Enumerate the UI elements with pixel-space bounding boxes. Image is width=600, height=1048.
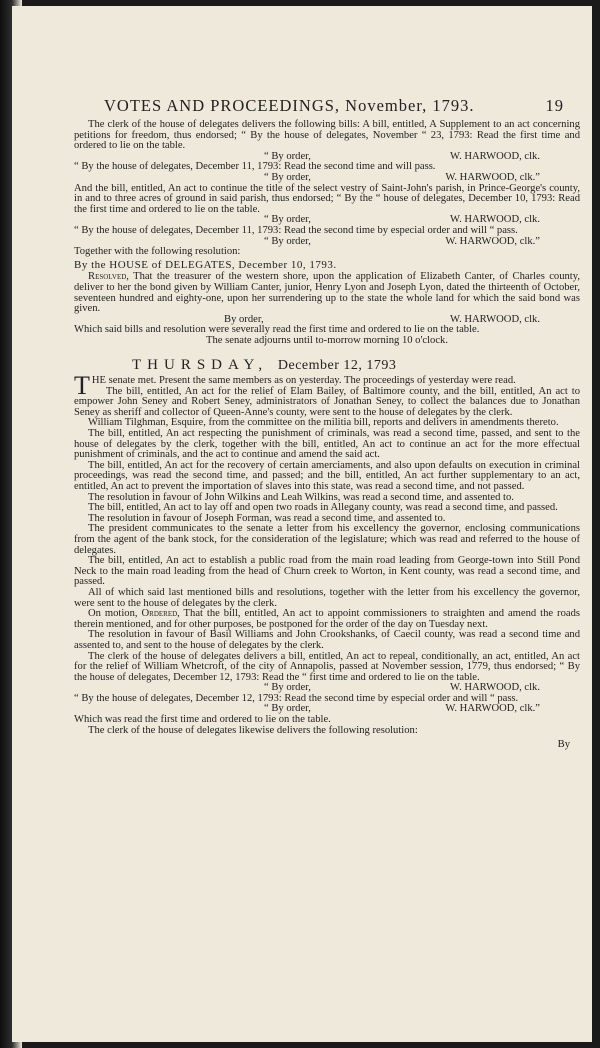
paragraph: The bill, entitled, An act to establish a public road from the main road leading from George-town into Still Pond Neck to the main road leading from the head of Churn creek to Worton, in Kent county, was read a second time, and passed. [74,555,580,588]
paragraph-text: That the bill, entitled, An act to appoint commissioners to straighten and amend the roads therein mentioned, and for other purposes, be postponed for the order of the day on Tuesday next. [74,608,580,630]
signature-name: W. HARWOOD, clk. [450,682,540,694]
signature-line [74,173,580,184]
paragraph: The bill, entitled, An act for the recovery of certain amerciaments, and also upon defaults on execution in criminal proceedings, was read the second time, and passed; and the bill, entitled, An act further supplementary to an act, entitled, An act to prevent the importation of slaves into this state, was read a second time, and not passed. [74,459,580,492]
signature-name: W. HARWOOD, clk.” [445,235,540,247]
running-head [104,96,564,116]
paragraph: The bill, entitled, An act respecting the punishment of criminals, was read a second time, passed, and sent to the house of delegates by the clerk, together with the bill, entitled, An act to continue an act for the more effectual punishment of criminals, and the act to continue and amend the said act. [74,428,580,461]
paragraph: “ By the house of delegates, December 11, 1793: Read the second time by especial order and will “ pass. [74,224,518,236]
paragraph: All of which said last mentioned bills and resolutions, together with the letter from his excellency the governor, were sent to the house of delegates by the clerk. [74,586,580,609]
catchword: By [557,739,570,751]
resolved-label: Resolved, [88,271,129,283]
signature-by-order: “ By order, [264,171,311,183]
paragraph: And the bill, entitled, An act to continue the title of the select vestry of Saint-John's parish, in Prince-George's county, in and to three acres of ground in said parish, thus endorsed; “ By the “ house of delegates, December 10, 1793: Read the first time and ordered to lie on the table. [74,182,580,215]
paragraph: The resolution in favour of Basil Williams and John Crookshanks, of Caecil county, was read a second time and assented to, and sent to the house of delegates by the clerk. [74,629,580,651]
paragraph: The president communicates to the senate a letter from his excellency the governor, enclosing communications from the agent of the bank stock, for the consideration of the legislature; which was read and referred to the house of delegates. [74,523,580,556]
paragraph: William Tilghman, Esquire, from the committee on the militia bill, reports and delivers in amendments thereto. [88,417,559,429]
signature-name: W. HARWOOD, clk. [450,150,540,162]
ordered-label: Ordered, [141,608,180,620]
day-name: THURSDAY, [132,357,269,374]
signature-by-order: By order, [224,313,264,325]
day-date: December 12, 1793 [277,358,397,374]
signature-name: W. HARWOOD, clk. [450,214,540,226]
paragraph-text: On motion, [88,608,142,620]
drop-cap: T [74,371,90,401]
paragraph: “ By the house of delegates, December 12, 1793: Read the second time by especial order and will “ pass. [74,692,519,704]
resolution-heading: By the HOUSE of DELEGATES, December 10, 1793. [74,258,337,271]
signature-by-order: “ By order, [264,214,311,226]
resolution-text: That the treasurer of the western shore, upon the application of Elizabeth Canter, of Charles county, deliver to her the bond given by William Canter, junior, Henry Lyon and Joseph Lyon, dated the thirteenth of October, seventeen hundred and eighty-one, upon her surrendering up to the state the whole land for which the said bond was given. [74,271,580,315]
document-page [12,6,592,1042]
signature-name: W. HARWOOD, clk. [450,313,540,325]
paragraph: The clerk of the house of delegates delivers the following bills: A bill, entitled, A Supplement to an act concerning petitions for freedom, thus endorsed; “ By the house of delegates, November “ 23, 1793: Read the first time and ordered to lie on the table. [74,119,580,152]
resolution [74,272,580,314]
signature-by-order: “ By order, [264,235,311,247]
page-number: 19 [545,96,564,115]
paragraph: The bill, entitled, An act for the relief of Elam Bailey, of Baltimore county, and the bill, entitled, An act to empower John Seney and Robert Seney, administrators of Jonathan Seney, to collect the balances due to Jonathan Seney as sheriff and collector of Queen-Anne's county, were sent to the house of delegates by the clerk. [74,385,580,418]
paragraph: Which was read the first time and ordered to lie on the table. [74,714,331,726]
paragraph: The resolution in favour of John Wilkins and Leah Wilkins, was read a second time, and assented to. [88,491,514,503]
day-heading [74,357,580,374]
paragraph: The clerk of the house of delegates delivers a bill, entitled, An act to repeal, conditionally, an act, entitled, An act for the relief of William Whetcroft, of the city of Annapolis, passed at November session, 1779, thus endorsed; “ By the house of delegates, December 12, 1793: Read the “ first time and ordered to lie on the table. [74,650,580,683]
paragraph: The bill, entitled, An act to lay off and open two roads in Allegany county, was read a second time, and passed. [88,502,558,514]
signature-name: W. HARWOOD, clk.” [445,703,540,715]
adjournment: The senate adjourns until to-morrow morning 10 o'clock. [206,334,448,346]
document-body [74,120,580,751]
paragraph: Together with the following resolution: [74,246,241,258]
paragraph: Which said bills and resolution were severally read the first time and ordered to lie on the table. [74,324,480,336]
paragraph: The resolution in favour of Joseph Forman, was read a second time, and assented to. [88,512,446,524]
paragraph: The clerk of the house of delegates likewise delivers the following resolution: [88,724,418,736]
page-title: VOTES AND PROCEEDINGS, November, 1793. [104,96,475,115]
signature-by-order: “ By order, [264,703,311,715]
signature-by-order: “ By order, [264,682,311,694]
paragraph: “ By the house of delegates, December 11, 1793: Read the second time and will pass. [74,161,436,173]
paragraph-text: HE senate met. Present the same members as on yesterday. The proceedings of yesterday were read. [91,375,516,387]
paragraph [74,609,580,630]
signature-by-order: “ By order, [264,150,311,162]
signature-name: W. HARWOOD, clk.” [445,171,540,183]
